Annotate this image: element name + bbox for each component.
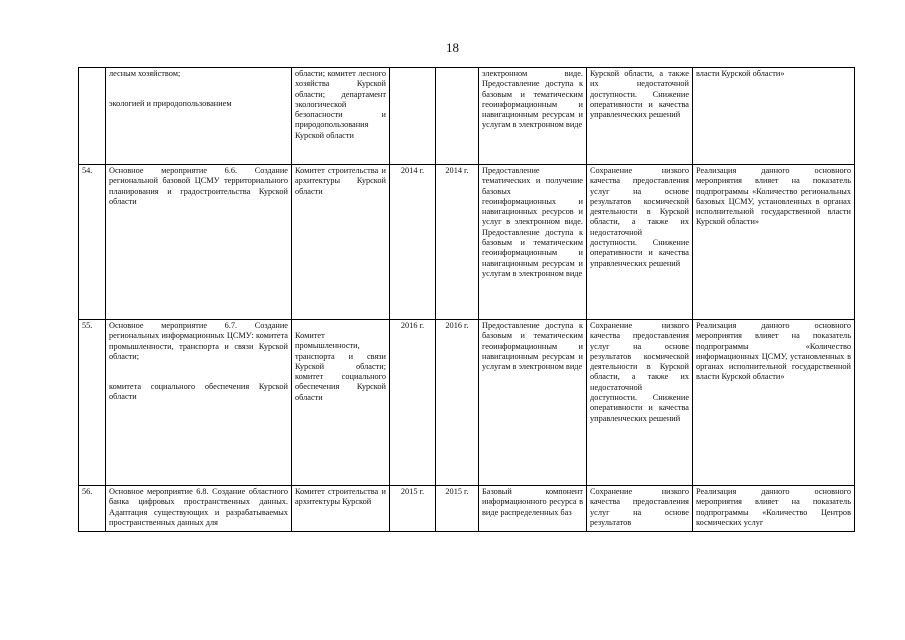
indicator-link-cell: власти Курской области» xyxy=(693,68,855,165)
start-year-cell: 2014 г. xyxy=(390,165,436,320)
measure-cell xyxy=(106,320,292,486)
measure-cell: Основное мероприятие 6.8. Создание областного банка цифровых пространственных данных. Адаптация существующих и разрабатываемых пространственных данных для xyxy=(106,486,292,532)
executor-cell: области; комитет лесного хозяйства Курской области; департамент экологической безопасности и природопользования Курской области xyxy=(292,68,390,165)
executor-text: Комитет промышленности, транспорта и связи Курской области; комитет социального обеспечения Курской области xyxy=(295,331,386,402)
table-row xyxy=(79,165,855,320)
indicator-link-cell: Реализация данного основного мероприятия влияет на показатель подпрограммы «Количество информационных ЦСМУ, установленных в органах исполнительной государственной власти Курской области» xyxy=(693,320,855,486)
end-year-cell: 2015 г. xyxy=(436,486,479,532)
indicator-link-cell: Реализация данного основного мероприятия влияет на показатель подпрограммы «Количество Центров космических услуг xyxy=(693,486,855,532)
consequences-cell: Курской области, а также их недостаточной доступности. Снижение оперативности и качества управленческих решений xyxy=(587,68,693,165)
measure-line: Основное мероприятие 6.7. Создание региональных информационных ЦСМУ: комитета промышленности, транспорта и связи Курской области; xyxy=(109,321,288,361)
measure-spacer xyxy=(109,362,288,382)
start-year-cell: 2015 г. xyxy=(390,486,436,532)
executor-spacer xyxy=(295,321,386,331)
row-number xyxy=(79,68,106,165)
measure-line: комитета социального обеспечения Курской области xyxy=(109,382,288,402)
table-row xyxy=(79,68,855,165)
end-year-cell xyxy=(436,68,479,165)
measures-table xyxy=(78,67,855,532)
row-number: 55. xyxy=(79,320,106,486)
start-year-cell xyxy=(390,68,436,165)
result-cell: Базовый компонент информационного ресурса в виде распределенных баз xyxy=(479,486,587,532)
result-cell: электронном виде. Предоставление доступа к базовым и тематическим геоинформационным и навигационным ресурсам и услугам в электронном виде xyxy=(479,68,587,165)
executor-cell: Комитет строительства и архитектуры Курской области xyxy=(292,165,390,320)
end-year-cell: 2014 г. xyxy=(436,165,479,320)
table-row xyxy=(79,320,855,486)
measure-line: лесным хозяйством; xyxy=(109,69,181,78)
result-cell: Предоставление доступа к базовым и тематическим геоинформационным и навигационным ресурсам и услугам в электронном виде xyxy=(479,320,587,486)
consequences-cell: Сохранение низкого качества предоставления услуг на основе результатов космической деятельности в Курской области, а также их недостаточной доступности. Снижение оперативности и качества управленческих решений xyxy=(587,320,693,486)
measure-cell: Основное мероприятие 6.6. Создание региональной базовой ЦСМУ территориального планирования и градостроительства Курской области xyxy=(106,165,292,320)
consequences-cell: Сохранение низкого качества предоставления услуг на основе результатов космической деятельности в Курской области, а также их недостаточной доступности. Снижение оперативности и качества управленческих решений xyxy=(587,165,693,320)
end-year-cell: 2016 г. xyxy=(436,320,479,486)
row-number: 56. xyxy=(79,486,106,532)
measure-line: экологией и природопользованием xyxy=(109,99,232,109)
measure-line xyxy=(109,89,288,99)
start-year-cell: 2016 г. xyxy=(390,320,436,486)
row-number: 54. xyxy=(79,165,106,320)
indicator-link-cell: Реализация данного основного мероприятия влияет на показатель подпрограммы «Количество региональных базовых ЦСМУ, установленных в органах исполнительной государственной власти Курской области» xyxy=(693,165,855,320)
measure-line xyxy=(109,79,288,89)
table-row xyxy=(79,486,855,532)
consequences-cell: Сохранение низкого качества предоставления услуг на основе результатов xyxy=(587,486,693,532)
executor-cell: Комитет строительства и архитектуры Курской xyxy=(292,486,390,532)
measure-cell xyxy=(106,68,292,165)
page-number: 18 xyxy=(446,40,459,55)
result-cell: Предоставление тематических и получение базовых геоинформационных и навигационных ресурсов и услуг в электронном виде. Предоставление доступа к базовым и тематическим геоинформационным и навигационным ресурсам и услугам в электронном виде xyxy=(479,165,587,320)
executor-cell xyxy=(292,320,390,486)
